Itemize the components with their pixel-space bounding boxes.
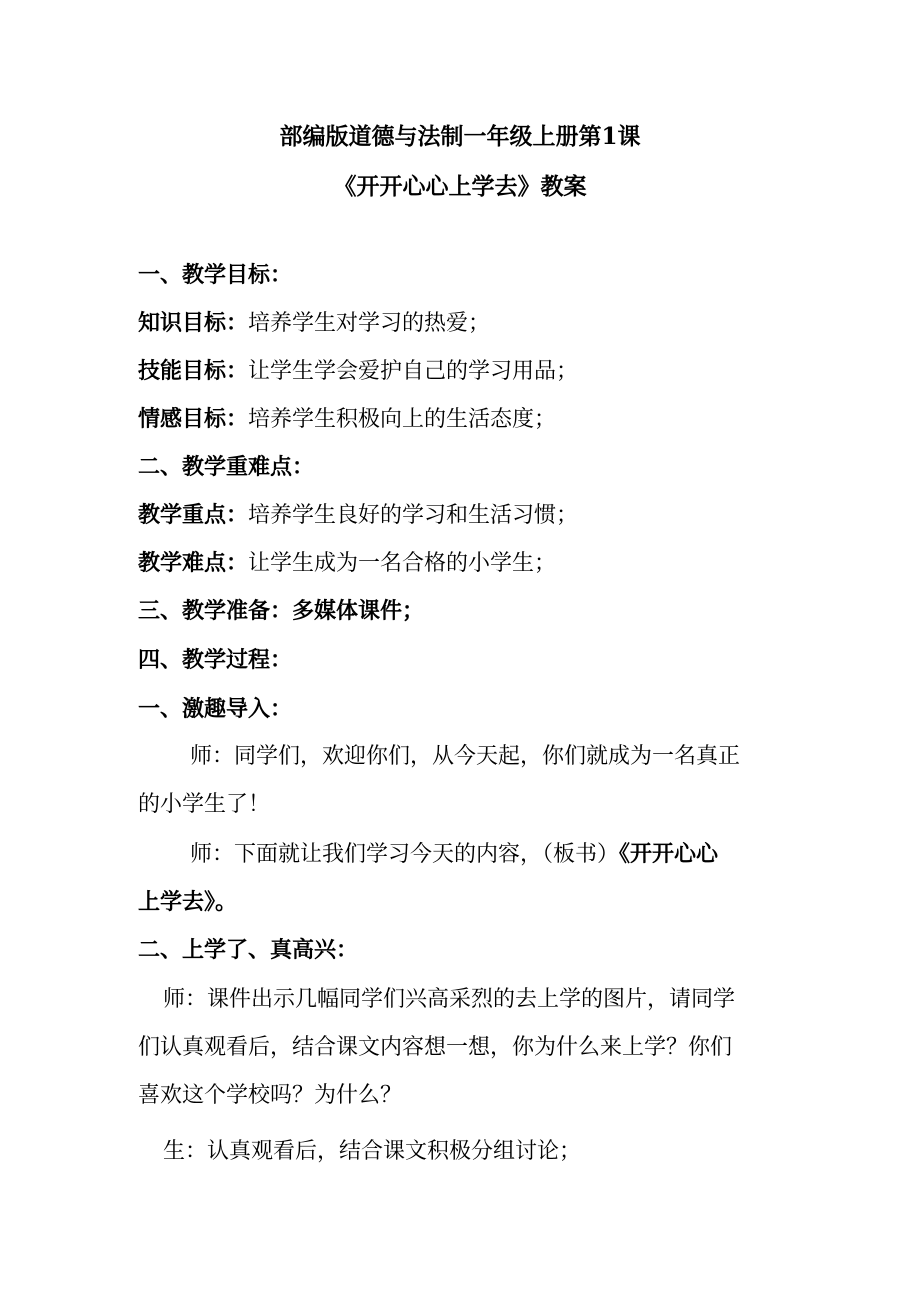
paragraph-4-line-1: 生：认真观看后，结合课文积极分组讨论； xyxy=(163,1139,582,1164)
step-heading-intro: 一、激趣导入： xyxy=(138,696,293,722)
section-heading-objectives: 一、教学目标： xyxy=(138,262,293,288)
emotion-objective xyxy=(138,404,556,435)
difficult-point-text: 让学生成为一名合格的小学生； xyxy=(248,551,557,576)
paragraph-2-lesson-title: 《开开心心 xyxy=(619,841,719,867)
paragraph-3-line-3: 喜欢这个学校吗？为什么？ xyxy=(138,1083,403,1108)
document-title: 部编版道德与法制一年级上册第1课 xyxy=(279,123,641,150)
knowledge-objective-label: 知识目标： xyxy=(138,310,249,336)
paragraph-2-line-1 xyxy=(190,839,718,870)
skill-objective-text: 让学生学会爱护自己的学习用品； xyxy=(248,359,579,384)
emotion-objective-label: 情感目标： xyxy=(138,406,249,432)
paragraph-3-line-2: 们认真观看后，结合课文内容想一想，你为什么来上学？你们 xyxy=(138,1035,733,1060)
emotion-objective-text: 培养学生积极向上的生活态度； xyxy=(248,407,557,432)
key-point-label: 教学重点： xyxy=(138,502,249,528)
difficult-point xyxy=(138,548,556,579)
knowledge-objective-text: 培养学生对学习的热爱； xyxy=(248,311,491,336)
paragraph-3-line-1: 师：课件出示几幅同学们兴高采烈的去上学的图片，请同学 xyxy=(163,987,736,1012)
paragraph-1-line-1: 师：同学们，欢迎你们，从今天起，你们就成为一名真正 xyxy=(190,744,741,769)
skill-objective-label: 技能目标： xyxy=(138,358,249,384)
key-point xyxy=(138,500,578,531)
step-heading-happy: 二、上学了、真高兴： xyxy=(138,937,359,963)
section-heading-process: 四、教学过程： xyxy=(138,647,293,673)
document-subtitle: 《开开心心上学去》教案 xyxy=(333,173,587,200)
section-heading-key-points: 二、教学重难点： xyxy=(138,454,315,480)
skill-objective xyxy=(138,356,578,387)
key-point-text: 培养学生良好的学习和生活习惯； xyxy=(248,503,579,528)
section-heading-preparation: 三、教学准备：多媒体课件； xyxy=(138,598,425,624)
paragraph-1-line-2: 的小学生了！ xyxy=(138,792,271,817)
difficult-point-label: 教学难点： xyxy=(138,550,249,576)
knowledge-objective xyxy=(138,308,490,339)
paragraph-2-text: 师：下面就让我们学习今天的内容，（板书） xyxy=(190,842,620,867)
paragraph-2-line-2: 上学去》。 xyxy=(138,889,238,915)
